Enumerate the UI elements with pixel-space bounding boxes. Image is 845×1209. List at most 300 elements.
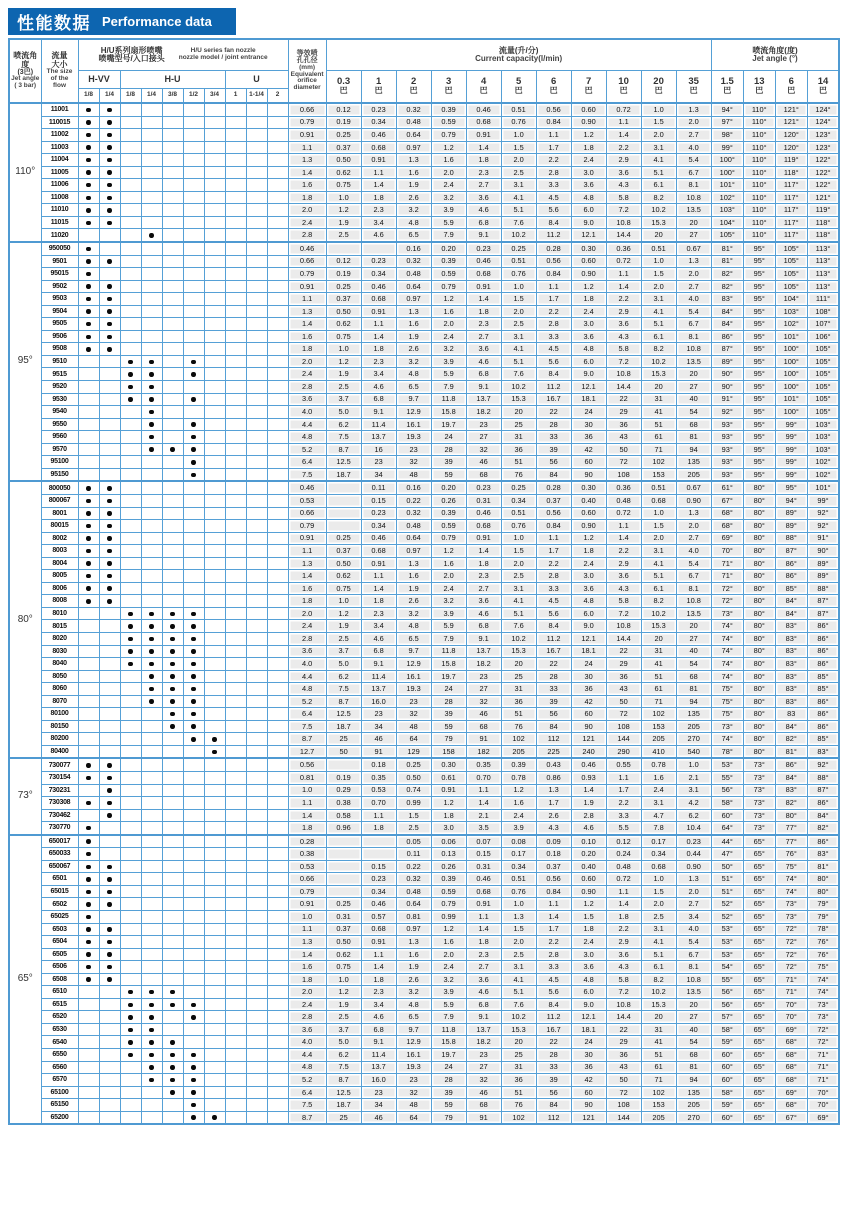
availability-dot — [107, 902, 112, 907]
nozzle-model-cell: 9504 — [41, 305, 78, 318]
orifice-diameter-cell: 1.6 — [288, 330, 326, 343]
orifice-diameter-cell: 1.3 — [288, 936, 326, 949]
flow-value-cell: 0.68 — [466, 116, 501, 129]
availability-dot — [149, 1040, 154, 1045]
flow-value-cell: 3.4 — [361, 620, 396, 633]
connector-dot-cell — [183, 154, 204, 167]
availability-dot — [86, 108, 91, 113]
flow-value-cell: 0.84 — [536, 520, 571, 533]
nozzle-model-cell: 9505 — [41, 318, 78, 331]
flow-value-cell: 3.1 — [676, 784, 711, 797]
connector-dot-cell — [183, 683, 204, 696]
angle-value-cell: 105° — [807, 393, 839, 406]
angle-value-cell: 99° — [775, 431, 807, 444]
flow-value-cell: 6.8 — [466, 998, 501, 1011]
availability-dot — [86, 499, 91, 504]
flow-value-cell: 3.9 — [431, 986, 466, 999]
flow-value-cell: 51 — [641, 670, 676, 683]
connector-dot-cell — [78, 520, 99, 533]
connector-dot-cell — [78, 873, 99, 886]
flow-value-cell: 0.31 — [326, 911, 361, 924]
flow-value-cell: 0.20 — [431, 242, 466, 255]
orifice-diameter-cell: 1.8 — [288, 595, 326, 608]
connector-dot-cell — [183, 116, 204, 129]
connector-dot-cell — [120, 1061, 141, 1074]
flow-value-cell: 0.90 — [571, 885, 606, 898]
flow-value-cell: 4.8 — [396, 998, 431, 1011]
connector-dot-cell — [141, 683, 162, 696]
flow-value-cell: 0.18 — [536, 848, 571, 861]
flow-value-cell: 46 — [466, 456, 501, 469]
flow-value-cell: 10.2 — [641, 607, 676, 620]
flow-value-cell: 3.6 — [466, 973, 501, 986]
pressure-col-35bar: 35 巴 — [676, 71, 711, 104]
connector-dot-cell — [246, 695, 267, 708]
connector-dot-cell — [225, 191, 246, 204]
flow-value-cell: 0.29 — [326, 784, 361, 797]
flow-value-cell: 1.2 — [571, 898, 606, 911]
flow-value-cell: 1.4 — [466, 797, 501, 810]
connector-dot-cell — [99, 494, 120, 507]
flow-value-cell: 10.2 — [641, 986, 676, 999]
flow-value-cell: 4.8 — [396, 620, 431, 633]
flow-value-cell: 0.17 — [501, 848, 536, 861]
connector-dot-cell — [162, 191, 183, 204]
angle-value-cell: 85° — [807, 683, 839, 696]
connector-dot-cell — [99, 670, 120, 683]
connector-dot-cell — [162, 784, 183, 797]
flow-value-cell: 4.6 — [466, 986, 501, 999]
flow-value-cell: 0.90 — [571, 520, 606, 533]
angle-value-cell: 93° — [711, 468, 743, 481]
availability-dot — [149, 1065, 154, 1070]
angle-value-cell: 86° — [807, 658, 839, 671]
orifice-diameter-cell: 2.0 — [288, 986, 326, 999]
flow-value-cell: 0.93 — [571, 771, 606, 784]
connector-dot-cell — [141, 595, 162, 608]
connector-size-8: 1 — [225, 89, 246, 104]
connector-dot-cell — [162, 116, 183, 129]
connector-dot-cell — [78, 456, 99, 469]
flow-value-cell: 2.3 — [466, 948, 501, 961]
flow-value-cell: 0.46 — [466, 507, 501, 520]
flow-value-cell: 2.3 — [361, 204, 396, 217]
flow-value-cell: 5.4 — [676, 305, 711, 318]
flow-value-cell: 1.1 — [361, 809, 396, 822]
connector-dot-cell — [246, 166, 267, 179]
flow-value-cell: 0.55 — [606, 758, 641, 771]
availability-dot — [191, 372, 196, 377]
connector-dot-cell — [204, 923, 225, 936]
connector-dot-cell — [120, 670, 141, 683]
angle-value-cell: 95° — [743, 268, 775, 281]
flow-value-cell: 0.34 — [501, 860, 536, 873]
angle-value-cell: 71° — [711, 557, 743, 570]
flow-value-cell: 4.3 — [536, 822, 571, 835]
connector-dot-cell — [267, 961, 288, 974]
connector-dot-cell — [267, 204, 288, 217]
flow-value-cell: 5.0 — [326, 658, 361, 671]
nozzle-model-cell: 11008 — [41, 191, 78, 204]
flow-value-cell: 2.9 — [606, 936, 641, 949]
flow-value-cell: 0.64 — [396, 280, 431, 293]
flow-value-cell: 71 — [641, 1074, 676, 1087]
orifice-zh2: 孔孔径 — [296, 57, 318, 65]
angle-value-cell: 78° — [711, 745, 743, 758]
table-row — [9, 873, 839, 886]
flow-value-cell: 0.50 — [326, 305, 361, 318]
connector-dot-cell — [78, 166, 99, 179]
flow-value-cell: 51 — [501, 1086, 536, 1099]
flow-value-cell: 2.7 — [466, 330, 501, 343]
flow-value-cell: 1.2 — [326, 355, 361, 368]
connector-dot-cell — [267, 520, 288, 533]
nozzle-model-cell: 9530 — [41, 393, 78, 406]
connector-dot-cell — [141, 154, 162, 167]
orifice-diameter-cell: 0.91 — [288, 129, 326, 142]
flow-value-cell: 0.34 — [361, 116, 396, 129]
flow-value-cell: 1.1 — [606, 885, 641, 898]
flow-value-cell: 6.1 — [641, 961, 676, 974]
table-row — [9, 923, 839, 936]
connector-dot-cell — [78, 784, 99, 797]
connector-dot-cell — [183, 343, 204, 356]
connector-dot-cell — [99, 141, 120, 154]
flow-value-cell: 153 — [641, 1099, 676, 1112]
flow-value-cell: 1.0 — [326, 595, 361, 608]
angle-value-cell: 76° — [807, 936, 839, 949]
angle-value-cell: 89° — [775, 520, 807, 533]
flow-value-cell: 11.2 — [536, 229, 571, 242]
orifice-diameter-cell: 0.46 — [288, 242, 326, 255]
angle-value-cell: 72° — [711, 595, 743, 608]
angle-value-cell: 103° — [807, 443, 839, 456]
connector-dot-cell — [78, 494, 99, 507]
flow-value-cell: 1.1 — [466, 911, 501, 924]
flow-value-cell: 15.3 — [641, 998, 676, 1011]
angle-value-cell: 44° — [711, 835, 743, 848]
orifice-diameter-cell: 1.8 — [288, 343, 326, 356]
flow-value-cell: 2.2 — [536, 936, 571, 949]
flow-value-cell: 13.7 — [361, 683, 396, 696]
connector-size-9: 1-1/4 — [246, 89, 267, 104]
flow-value-cell: 32 — [396, 456, 431, 469]
flow-value-cell: 72 — [606, 1086, 641, 1099]
connector-dot-cell — [225, 229, 246, 242]
angle-value-cell: 83° — [807, 848, 839, 861]
connector-dot-cell — [225, 936, 246, 949]
connector-dot-cell — [120, 822, 141, 835]
flow-value-cell: 94 — [676, 1074, 711, 1087]
nozzle-model-cell: 95100 — [41, 456, 78, 469]
connector-dot-cell — [183, 923, 204, 936]
flow-value-cell: 1.6 — [431, 305, 466, 318]
angle-value-cell: 80° — [743, 632, 775, 645]
nozzle-model-cell: 6560 — [41, 1061, 78, 1074]
availability-dot — [128, 385, 133, 390]
flow-value-cell: 3.4 — [361, 368, 396, 381]
flow-value-cell: 2.0 — [431, 166, 466, 179]
flow-value-cell: 1.9 — [326, 216, 361, 229]
availability-dot — [107, 486, 112, 491]
pressure-col-4bar: 4 巴 — [466, 71, 501, 104]
flow-value-cell: 6.5 — [396, 229, 431, 242]
flow-value-cell: 1.0 — [641, 103, 676, 116]
angle-value-cell: 110° — [743, 204, 775, 217]
connector-dot-cell — [78, 733, 99, 746]
connector-dot-cell — [99, 154, 120, 167]
connector-dot-cell — [267, 973, 288, 986]
flow-value-cell: 10.2 — [501, 381, 536, 394]
angle-value-cell: 110° — [743, 116, 775, 129]
connector-dot-cell — [99, 1086, 120, 1099]
angle-value-cell: 105° — [775, 242, 807, 255]
orifice-diameter-cell: 6.4 — [288, 456, 326, 469]
flow-value-cell: 0.39 — [431, 873, 466, 886]
table-row — [9, 835, 839, 848]
connector-dot-cell — [99, 456, 120, 469]
nozzle-model-cell: 8040 — [41, 658, 78, 671]
flow-value-cell: 23 — [466, 418, 501, 431]
connector-dot-cell — [99, 1023, 120, 1036]
table-row — [9, 632, 839, 645]
connector-dot-cell — [141, 860, 162, 873]
flow-value-cell: 9.1 — [361, 406, 396, 419]
flow-value-cell: 3.0 — [571, 318, 606, 331]
connector-dot-cell — [99, 242, 120, 255]
flow-value-cell: 0.76 — [501, 116, 536, 129]
connector-dot-cell — [162, 166, 183, 179]
angle-value-cell: 69° — [807, 1111, 839, 1124]
flow-value-cell: 0.90 — [571, 116, 606, 129]
flow-value-cell: 13.7 — [466, 645, 501, 658]
connector-dot-cell — [120, 835, 141, 848]
angle-value-cell: 103° — [807, 431, 839, 444]
availability-dot — [128, 662, 133, 667]
connector-dot-cell — [120, 695, 141, 708]
connector-dot-cell — [204, 1061, 225, 1074]
orifice-diameter-cell: 0.91 — [288, 898, 326, 911]
flow-value-cell: 3.0 — [571, 166, 606, 179]
connector-dot-cell — [267, 658, 288, 671]
flow-value-cell: 16.1 — [396, 1049, 431, 1062]
angle-value-cell: 93° — [711, 443, 743, 456]
flow-value-cell: 9.7 — [396, 393, 431, 406]
flow-value-cell: 2.3 — [466, 570, 501, 583]
angle-value-cell: 71° — [775, 973, 807, 986]
flow-value-cell: 2.9 — [606, 305, 641, 318]
connector-dot-cell — [183, 456, 204, 469]
flow-value-cell: 31 — [501, 683, 536, 696]
connector-dot-cell — [267, 1049, 288, 1062]
connector-dot-cell — [141, 520, 162, 533]
connector-dot-cell — [183, 381, 204, 394]
flow-value-cell: 9.1 — [361, 658, 396, 671]
flow-value-cell: 3.1 — [501, 179, 536, 192]
flow-value-cell: 135 — [676, 708, 711, 721]
flow-value-cell: 0.62 — [326, 948, 361, 961]
connector-dot-cell — [162, 632, 183, 645]
flow-value-cell: 9.1 — [466, 229, 501, 242]
connector-dot-cell — [246, 936, 267, 949]
connector-dot-cell — [162, 720, 183, 733]
flow-value-cell: 1.3 — [396, 557, 431, 570]
flow-value-cell: 84 — [536, 720, 571, 733]
connector-dot-cell — [120, 570, 141, 583]
orifice-diameter-cell: 2.8 — [288, 1011, 326, 1024]
angle-value-cell: 117° — [775, 179, 807, 192]
flow-value-cell: 0.37 — [326, 923, 361, 936]
connector-dot-cell — [141, 695, 162, 708]
availability-dot — [191, 687, 196, 692]
availability-dot — [191, 360, 196, 365]
connector-dot-cell — [99, 948, 120, 961]
flow-value-cell: 2.4 — [571, 936, 606, 949]
jet-angle-zh2: (3巴) — [17, 68, 34, 76]
connector-dot-cell — [183, 961, 204, 974]
connector-dot-cell — [225, 658, 246, 671]
connector-dot-cell — [267, 166, 288, 179]
connector-dot-cell — [162, 141, 183, 154]
flow-value-cell: 0.91 — [361, 557, 396, 570]
flow-value-cell: 18.7 — [326, 720, 361, 733]
connector-dot-cell — [99, 632, 120, 645]
table-row — [9, 343, 839, 356]
connector-dot-cell — [183, 784, 204, 797]
angle-value-cell: 111° — [807, 293, 839, 306]
connector-dot-cell — [162, 255, 183, 268]
flow-value-cell: 30 — [571, 670, 606, 683]
connector-dot-cell — [78, 507, 99, 520]
flow-value-cell: 0.05 — [396, 835, 431, 848]
section-jet-angle-label: 73° — [9, 758, 41, 834]
connector-dot-cell — [246, 141, 267, 154]
table-row — [9, 393, 839, 406]
connector-dot-cell — [120, 998, 141, 1011]
flow-value-cell: 0.34 — [641, 848, 676, 861]
connector-dot-cell — [99, 343, 120, 356]
flow-value-cell: 0.59 — [431, 268, 466, 281]
availability-dot — [170, 637, 175, 642]
connector-dot-cell — [99, 268, 120, 281]
availability-dot — [170, 699, 175, 704]
flow-value-cell: 2.8 — [536, 318, 571, 331]
nozzle-group-zh2: 喷嘴型号/入口接头 — [98, 54, 165, 63]
flow-value-cell: 1.6 — [431, 936, 466, 949]
angle-value-cell: 73° — [775, 911, 807, 924]
flow-value-cell: 0.79 — [431, 280, 466, 293]
angle-value-cell: 71° — [711, 570, 743, 583]
angle-value-cell: 94° — [775, 494, 807, 507]
connector-dot-cell — [78, 1049, 99, 1062]
connector-dot-cell — [78, 771, 99, 784]
connector-dot-cell — [183, 607, 204, 620]
connector-dot-cell — [267, 443, 288, 456]
flow-value-cell: 1.2 — [571, 280, 606, 293]
connector-dot-cell — [99, 1049, 120, 1062]
flow-value-cell: 3.4 — [361, 216, 396, 229]
angle-value-cell: 95° — [743, 456, 775, 469]
flow-value-cell: 2.7 — [466, 582, 501, 595]
orifice-diameter-cell: 1.1 — [288, 545, 326, 558]
connector-dot-cell — [225, 607, 246, 620]
connector-dot-cell — [141, 116, 162, 129]
angle-value-cell: 83° — [807, 745, 839, 758]
angle-value-cell: 81° — [775, 745, 807, 758]
flow-value-cell: 182 — [466, 745, 501, 758]
flow-value-cell: 29 — [606, 658, 641, 671]
flow-value-cell: 3.2 — [431, 191, 466, 204]
connector-dot-cell — [141, 141, 162, 154]
connector-dot-cell — [162, 911, 183, 924]
flow-value-cell: 0.50 — [326, 936, 361, 949]
flow-value-cell: 9.1 — [466, 632, 501, 645]
flow-value-cell: 11.8 — [431, 645, 466, 658]
flow-value-cell: 0.99 — [396, 797, 431, 810]
availability-dot — [149, 372, 154, 377]
flow-value-cell: 39 — [431, 1086, 466, 1099]
flow-value-cell: 1.1 — [466, 784, 501, 797]
flow-value-cell: 4.6 — [466, 355, 501, 368]
connector-dot-cell — [120, 1049, 141, 1062]
connector-dot-cell — [204, 242, 225, 255]
flow-value-cell: 10.2 — [501, 1011, 536, 1024]
flow-value-cell: 5.6 — [536, 204, 571, 217]
nozzle-model-cell: 65150 — [41, 1099, 78, 1112]
flow-value-cell: 36 — [501, 1074, 536, 1087]
angle-value-cell: 65° — [743, 998, 775, 1011]
availability-dot — [128, 649, 133, 654]
angle-value-cell: 83° — [775, 620, 807, 633]
angle-value-cell: 118° — [807, 216, 839, 229]
flow-value-cell: 16.1 — [396, 418, 431, 431]
flow-value-cell: 8.7 — [326, 695, 361, 708]
flow-value-cell: 39 — [536, 695, 571, 708]
connector-dot-cell — [246, 885, 267, 898]
flow-value-cell: 102 — [501, 733, 536, 746]
angle-value-cell: 90° — [807, 545, 839, 558]
page-title-zh: 性能数据 — [17, 14, 91, 33]
flow-value-cell: 153 — [641, 468, 676, 481]
connector-dot-cell — [267, 293, 288, 306]
orifice-diameter-cell: 1.4 — [288, 318, 326, 331]
flow-value-cell: 205 — [676, 720, 711, 733]
flow-value-cell: 2.3 — [361, 607, 396, 620]
flow-value-cell: 72 — [606, 708, 641, 721]
flow-value-cell: 4.3 — [606, 179, 641, 192]
flow-value-cell: 2.5 — [396, 822, 431, 835]
flow-value-cell: 6.0 — [571, 607, 606, 620]
flow-value-cell: 1.5 — [396, 809, 431, 822]
flow-value-cell: 4.1 — [501, 973, 536, 986]
connector-dot-cell — [162, 607, 183, 620]
connector-dot-cell — [183, 1036, 204, 1049]
flow-value-cell: 27 — [676, 381, 711, 394]
flow-value-cell: 2.8 — [536, 570, 571, 583]
nozzle-model-cell: 65025 — [41, 911, 78, 924]
table-row — [9, 255, 839, 268]
availability-dot — [149, 1003, 154, 1008]
connector-dot-cell — [141, 1036, 162, 1049]
connector-dot-cell — [162, 443, 183, 456]
angle-value-cell: 89° — [807, 570, 839, 583]
connector-dot-cell — [225, 1036, 246, 1049]
flow-value-cell: 102 — [501, 1111, 536, 1124]
angle-value-cell: 113° — [807, 242, 839, 255]
nozzle-model-cell: 6570 — [41, 1074, 78, 1087]
angle-value-cell: 65° — [743, 835, 775, 848]
angle-value-cell: 65° — [743, 936, 775, 949]
